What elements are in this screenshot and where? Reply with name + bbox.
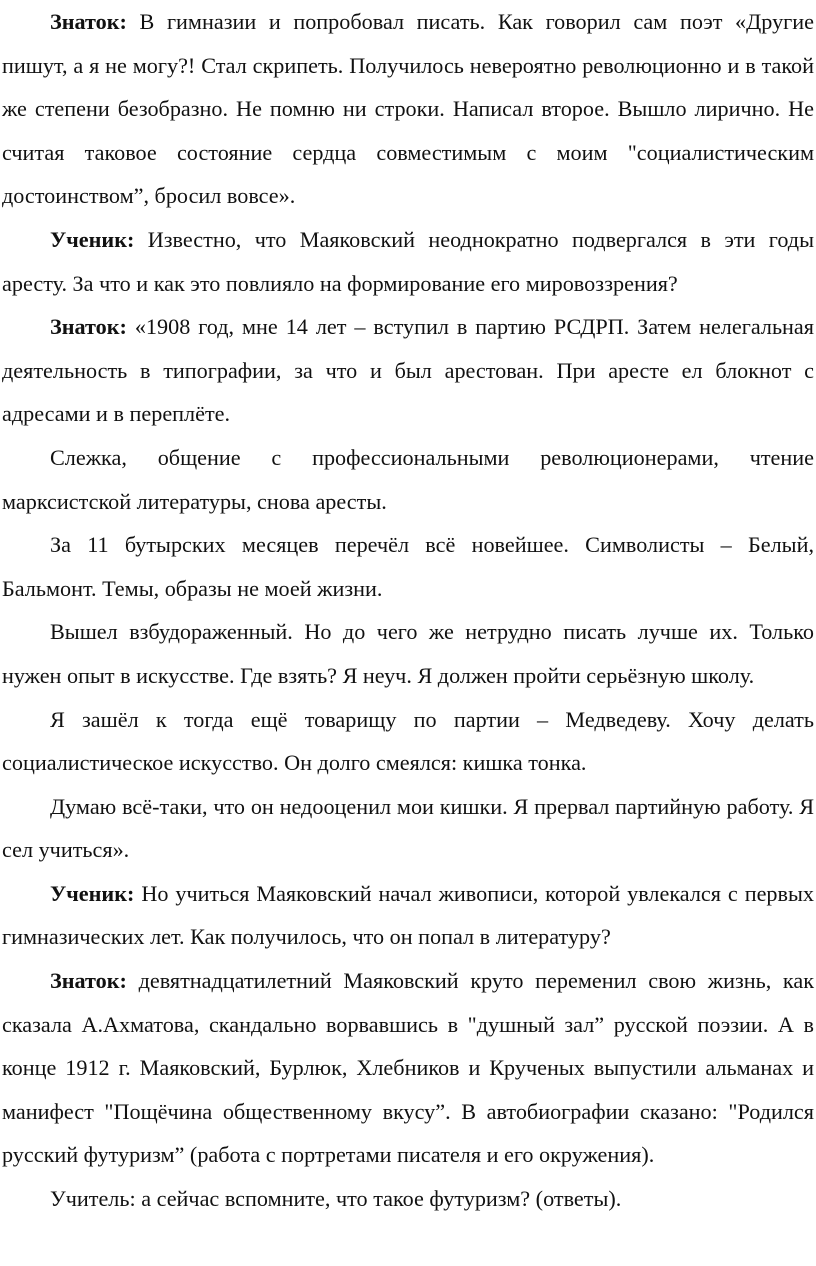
paragraph-11 [2,1177,814,1221]
paragraph-text: Думаю всё-таки, что он недооценил мои кишки. Я прервал партийную работу. Я сел учиться». [2,793,814,863]
speaker-label: Знаток: [50,314,127,340]
paragraph-1 [2,0,814,218]
paragraph-text: Вышел взбудораженный. Но до чего же нетрудно писать лучше их. Только нужен опыт в искусстве. Где взять? Я неуч. Я должен пройти серьёзную школу. [2,619,814,688]
paragraph-text: Слежка, общение с профессиональными революционерами, чтение марксистской литературы, снова аресты. [2,444,814,514]
paragraph-6 [2,610,814,697]
paragraph-text: Известно, что Маяковский неоднократно подвергался в эти годы аресту. За что и как это повлияло на формирование его мировоззрения? [2,226,814,296]
paragraph-2 [2,218,814,305]
paragraph-text: Учитель: а сейчас вспомните, что такое футуризм? (ответы). [50,1186,622,1212]
paragraph-3 [2,305,814,436]
paragraph-text: Но учиться Маяковский начал живописи, которой увлекался с первых гимназических лет. Как получилось, что он попал в литературу? [2,880,814,950]
paragraph-text: девятнадцатилетний Маяковский круто переменил свою жизнь, как сказала А.Ахматова, скандально ворвавшись в "душный зал” русской поэзии. А в конце 1912 г. Маяковский, Бурлюк, Хлебников и Крученых выпустили альманах и манифест "Пощёчина общественному вкусу”. В автобиографии сказано: "Родился русский футуризм” (работа с портретами писателя и его окружения). [2,968,814,1168]
paragraph-text: В гимназии и попробовал писать. Как говорил сам поэт «Другие пишут, а я не могу?! Стал скрипеть. Получилось невероятно революционно и в такой же степени безобразно. Не помню ни строки. Написал второе. Вышло лирично. Не считая таковое состояние сердца совместимым с моим "социалистическим достоинством”, бросил вовсе». [2,9,814,209]
paragraph-5 [2,523,814,610]
speaker-label: Знаток: [50,968,127,994]
paragraph-9 [2,872,814,959]
speaker-label: Знаток: [50,9,127,34]
paragraph-8 [2,785,814,872]
paragraph-text: Я зашёл к тогда ещё товарищу по партии – Медведеву. Хочу делать социалистическое искусство. Он долго смеялся: кишка тонка. [2,706,814,776]
paragraph-text: «1908 год, мне 14 лет – вступил в партию РСДРП. Затем нелегальная деятельность в типографии, за что и был арестован. При аресте ел блокнот с адресами и в переплёте. [2,314,814,427]
paragraph-4 [2,436,814,523]
paragraph-10 [2,959,814,1177]
document-page [2,0,814,1221]
speaker-label: Ученик: [50,226,135,252]
speaker-label: Ученик: [50,880,135,906]
paragraph-text: За 11 бутырских месяцев перечёл всё новейшее. Символисты – Белый, Бальмонт. Темы, образы не моей жизни. [2,532,814,601]
paragraph-7 [2,698,814,785]
